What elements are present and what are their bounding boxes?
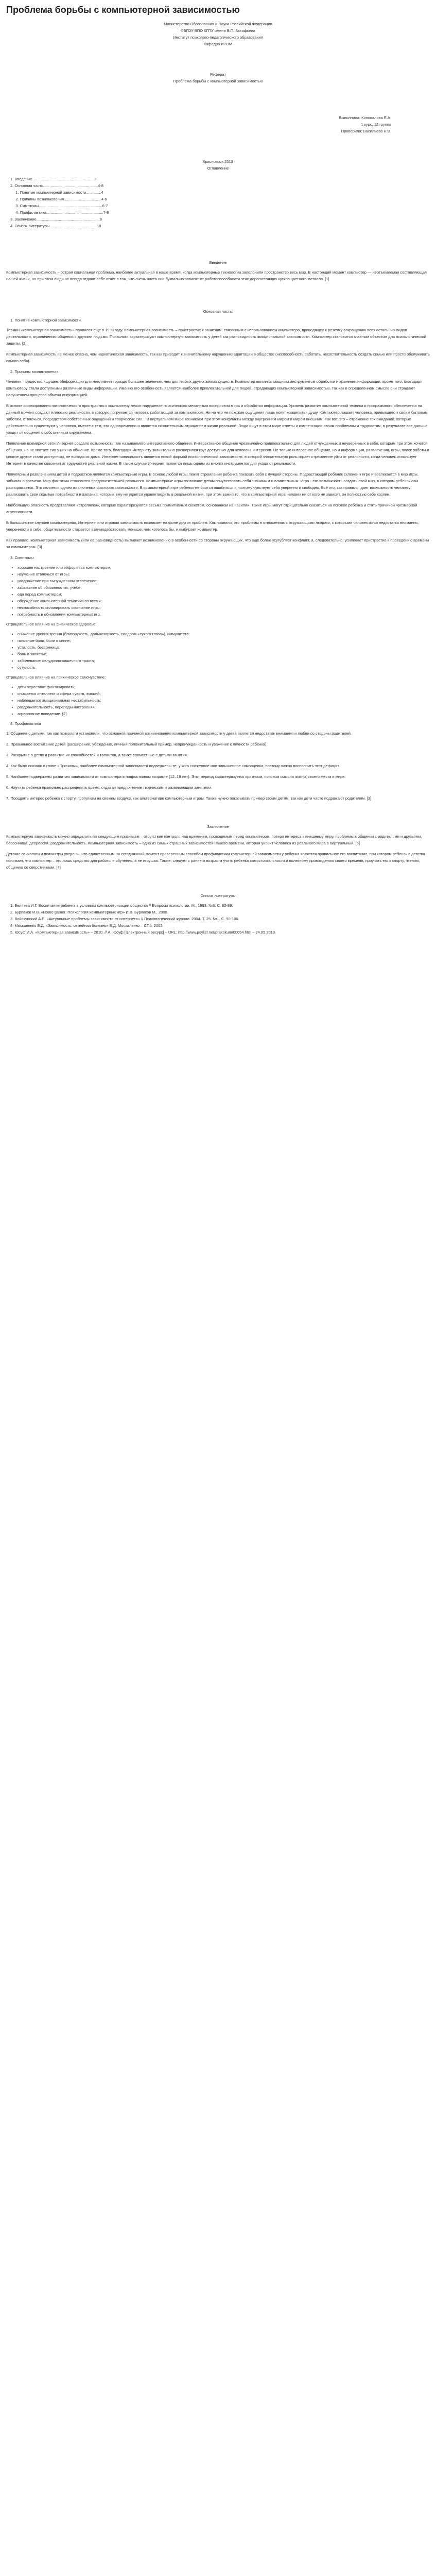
paragraph: Человек – существо ищущее. Информация для него имеет гораздо большее значение, чем для любых других живых существ. Компьютер является мощным инструментом обработки и хранения информации, кроме того, благодаря компьютеру стали доступными различные виды информации. Именно его особенность является наиболее привлекательной для людей, страдающих компьютерной зависимостью, так как в определенном смысле они страдают нарушением процесса обмена информацией. (6, 379, 423, 397)
paragraph: Как правило, компьютерная зависимость (или ее разновидность) вызывает возникновению в особенности со стороны окружающих, что еще более усугубляет конфликт, а, следовательно, усиливает пристрастие к проведению времени за компьютером. [3] (6, 538, 429, 549)
author-block (6, 114, 430, 134)
toc-item: 4. Профилактика.....................................................7-8 (10, 210, 109, 215)
list-item: • снижение уровня зрения (близорукость, дальнозоркость, синдром «сухого глаза»), иммунитета; (18, 631, 430, 637)
paragraph: 4. Как было сказано в главе «Причины», наиболее компьютерной зависимости подвержены те, у кого сниженное или завышенное самооценка, поэтому важно восполнить этот дефицит. (6, 764, 340, 768)
referat-block (6, 71, 430, 84)
reference-item: 4. Москаленко В.Д. «Зависимость: семейная болезнь» В.Д. Москаленко – СПб, 2002. (10, 923, 164, 928)
header-line: Кафедра ИТОМ (203, 42, 233, 46)
referat-label: Реферат (210, 72, 226, 77)
paragraph: В большинстве случаев компьютерная, Интернет- или игровая зависимость возникает на фоне других проблем. Как правило, это проблемы в отношениях с окружающими людьми, с которыми человек из-за недостатка внимания, уверенности в себе, общительности старается взаимодействовать меньше, чем хотелось бы, и выбирает компьютер. (6, 520, 419, 532)
subheading: Отрицательное влияние на физическое здоровье: (6, 622, 97, 626)
mental-effects-list (6, 684, 430, 717)
header-line: Институт психолого-педагогического образования (173, 35, 263, 40)
paragraph: Компьютерная зависимость не менее опасна, чем наркотическая зависимость, так как приводит к значительному нарушению адаптации в обществе (неспособность работать, несостоятельность создать семью или просто обслуживать самого себя). (6, 352, 430, 363)
paragraph: В основе формирования патологического пристрастия к компьютеру лежит нарушение психического механизма восприятия мира и обработки информации. Уровень развития компьютерной техники и программного обеспечения на данный момент создают иллюзию реальности, в которую погружается человек, работающий за компьютером. Ни на что не похожие ощущения лишь могут «зацепить» душу. Компьютер лишает человека, привыкшего к своим бытовым заботам, отвлечься, посредством собственных ощущений и творческих сил... В виртуальном мире возникают при этом конфликты между внутренним миром и миром внешним. Так вот, это – отражение тех ожиданий, которые действительно существуют у человека, вместе с тем, это одновременно и является сознательным отрицанием жизни реальной. Люди ищут в этом мире ответы и компенсации своим проблемам и трудностям, в результате все дальше уходят от общения с собственным окружением. (6, 403, 428, 435)
paragraph: 7. Поощрять интерес ребенка к спорту, прогулкам на свежем воздухе, как альтернативе компьютерным играм. Также нужно показывать пример своим детям, так как дети часто подражают родителям. [3] (6, 796, 371, 801)
physical-effects-list (6, 631, 430, 671)
institution-header (6, 21, 430, 47)
author-line: Проверила: Васильева Н.В. (341, 129, 391, 133)
list-item: • обсуждение компьютерной тематики со всеми; (18, 598, 430, 604)
toc-item: 1. Понятие компьютерной зависимости..............4 (10, 190, 103, 195)
list-item: • дети перестают фантазировать; (18, 684, 430, 690)
spacer (6, 229, 430, 259)
table-of-contents (6, 176, 430, 229)
main-heading: Основная часть: (203, 309, 233, 314)
city-year: Красноярск 2013 (203, 159, 233, 164)
author-line: Выполнила: Коновалова Е.А. (339, 115, 391, 120)
spacer (6, 134, 430, 158)
references-heading: Список литературы (200, 893, 236, 898)
header-line: ФБГОУ ВПО КГПУ имени В.П. Астафьева (181, 28, 255, 33)
paragraph: Компьютерную зависимость можно определить по следующим признакам – отсутствие контроля над временем, проводимым перед компьютером, потеря интереса к внешнему миру, проблемы в общении с родителями и друзьями, бессонница, депрессия, раздражительность. Компьютерная зависимость – одна из самых страшных зависимостей нашего времени, которая уносит человека из реального мира в виртуальный. [5] (6, 834, 422, 845)
author-line: 1 курс, 12 группа (361, 122, 391, 127)
paragraph: 3. Раскрытие в детях и развитие их способностей и талантов, а также совместные с детьми занятия. (6, 753, 188, 757)
toc-item: 3. Заключение...........................................................9 (10, 217, 102, 222)
spacer (6, 47, 430, 71)
references-list (6, 902, 430, 936)
list-item: • еда перед компьютером; (18, 591, 430, 598)
section-title: 4. Профилактика (10, 721, 41, 726)
intro-text: Компьютерная зависимость – острая социальная проблема, наиболее актуальная в наше время, когда компьютерные технологии заполонили пространство весь мир. В настоящий момент компьютер — неотъемлемая составляющая нашей жизни, но при этом люди не всегда отдают себе отчет в том, что очень часто они буквально зависят от работоспособности этих дорогостоящих кусков цветного металла. [1] (6, 270, 427, 281)
toc-item: 2. Причины возникновения...................................4-6 (10, 197, 107, 201)
spacer (6, 803, 430, 823)
paragraph: Наибольшую опасность представляют «стрелялки», которые характеризуются весьма примитивным сюжетом, основанном на насилии. Такие игры могут отрицательно сказаться на психике ребенка и стать причиной чрезмерной агрессивности. (6, 503, 417, 514)
reference-item: 1. Беляева И.Г. Воспитание ребенка в условиях компьютеризации общества // Вопросы психологии. М., 1993. №3. С. 82-89. (10, 903, 233, 908)
paragraph: Популярным развлечением детей и подростков являются компьютерные игры. В основе любой игры лежит стремление ребенка показать себя с лучшей стороны. Подрастающий ребенок склонен к игре и вовлекается в мир игры, забывая о времени. Мир фантазии становится предпочтительней реального. Компьютерные игры позволяют детям почувствовать себя значимым и влиятельным. Игра - это возможность создать свой мир, в котором ребенок сам распоряжается. Это является одним из ключевых факторов зависимости. В компьютерной игре ребенок не боится ошибиться и поэтому чувствует себя уверенно и свободно. Всё это, как правило, дает возможность человеку реализовать свои скрытые потребности и желания, которые ему не удается удовлетворить в реальной жизни, при этом важно то, что в компьютерной игре человек ни от кого не зависит, он полностью себе хозяин. (6, 472, 418, 497)
conclusion-heading: Заключение (207, 824, 229, 829)
paragraph: 2. Правильное воспитание детей (расширение, убеждение, личный положительный пример, непринужденность и уважение к личности ребенка). (6, 742, 268, 747)
list-item: • забывание об обязанностях, учебе; (18, 584, 430, 591)
subheading: Отрицательное влияние на психическое самочувствие: (6, 675, 106, 680)
toc-item: 3. Симптомы...........................................................6-7 (10, 204, 108, 208)
paragraph: 6. Научить ребенка правильно распределять время, отдавая предпочтение творческим и развивающим занятиям. (6, 785, 212, 790)
header-line: Министерство Образования и Науки Российской Федерации (164, 22, 272, 26)
toc-item: 4. Список литературы............................................10 (10, 224, 101, 228)
list-item: • неумение отвлечься от игры; (18, 571, 430, 578)
referat-topic: Проблема борьбы с компьютерной зависимостью (173, 79, 263, 83)
list-item: • агрессивное поведение. [2] (18, 710, 430, 717)
list-item: • раздражение при вынужденном отвлечении; (18, 578, 430, 584)
toc-item: 1. Введение..........................................................3 (10, 177, 97, 181)
toc-item: 2. Основная часть...................................................4-8 (10, 183, 103, 188)
spacer (6, 283, 430, 308)
page (0, 0, 436, 946)
reference-item: 5. Юсуф И.А. «Компьютерная зависимость» – 2010. // А. Юсуф [Электронный ресурс] – URL: http://www.psylist.net/praktikum/00064.htm – 24.05.2013 (10, 930, 275, 935)
section-title: 2. Причины возникновения (10, 369, 59, 374)
paragraph: 1. Общение с детьми, так как психологи установили, что основной причиной возникновения компьютерной зависимости у детей является недостаток внимания и любви со стороны родителей. (6, 731, 352, 736)
list-item: • хорошее настроение или эйфория за компьютером; (18, 564, 430, 571)
list-item: • сутулость. (18, 664, 430, 671)
intro-heading: Введение (209, 260, 227, 265)
list-item: • неспособность спланировать окончание игры; (18, 604, 430, 611)
spacer (6, 872, 430, 892)
paragraph: 5. Наиболее подвержены развитию зависимости от компьютера в подростковом возрасте (12–18 лет). Этот период характеризуется кризисом, поиском смысла жизни, своего места в мире. (6, 774, 346, 779)
list-item: • потребность в обновлении компьютерных игр. (18, 611, 430, 618)
toc-heading: Оглавление (207, 166, 229, 171)
spacer (6, 172, 430, 176)
list-item: • боль в запястье; (18, 651, 430, 657)
reference-item: 2. Бурлаков И.В. «Homo gamer: Психология компьютерных игр» И.В. Бурлаков М., 2000. (10, 910, 168, 914)
list-item: • усталость, бессонница; (18, 644, 430, 651)
list-item: • снижается интеллект и сфера чувств, эмоций; (18, 690, 430, 697)
section-title: 1. Понятие компьютерной зависимости. (10, 318, 82, 323)
page-title: Проблема борьбы с компьютерной зависимостью (6, 5, 240, 15)
list-item: • наблюдается эмоциональная нестабильность; (18, 697, 430, 704)
section-title: 3. Симптомы (10, 555, 34, 560)
symptoms-list (6, 564, 430, 618)
paragraph: Термин «компьютерная зависимость» появился еще в 1990 году. Компьютерная зависимость – пристрастие к занятиям, связанным с использованием компьютера, приводящее к резкому сокращению всех остальных видов деятельности, ограничению общения с другими людьми. Психологи характеризуют компьютерную зависимость у детей как разновидность эмоциональной зависимости. Компьютер становится главным объектом для психологической защиты. [2] (6, 328, 426, 346)
list-item: • раздражительность, перепады настроения; (18, 704, 430, 710)
paragraph: Детские психологи и психиатры уверены, что единственным на сегодняшний момент проверенным способом профилактики компьютерной зависимости у ребенка является правильное его воспитание, при котором ребенок с детства понимает, что компьютер – это лишь средство для работы и обучения, а не игрушка. Также, следует с раннего возраста учить ребенка самостоятельности и полезному провождению своего времени, приучать его к спорту, чтению, общению со сверстниками. [4] (6, 852, 425, 870)
list-item: • головные боли, боли в спине; (18, 637, 430, 644)
spacer (6, 84, 430, 114)
list-item: • заболевание желудочно-кишечного тракта; (18, 657, 430, 664)
reference-item: 3. Войскунский А.Е. «Актуальные проблемы зависимости от интернета» // Психологический журнал. 2004. Т. 25. №1. С. 90-100. (10, 917, 239, 921)
paragraph: Появление всемирной сети Интернет создало возможность, так называемого интерактивного общения. Интерактивное общение чрезвычайно привлекательно для людей отчужденных и неуверенных в себе, которым при этом хочется общения, но не хватает сил у них на общение. Кроме того, благодаря Интернету значительно расширился круг доступных для человека интересов. Не только интересное общение, но и информация, развлечения, игры, поиск работы и многое другое стало доступным, не выходя из дома. Интернет-зависимость является новой формой психологической зависимости, в которой значительную роль играет стремление уйти от реальности, когда человек использует Интернет в качестве спасения от трудностей реальной жизни. В таком случае Интернет является лишь одним из многих инструментов для ухода от реальности. (6, 441, 429, 466)
